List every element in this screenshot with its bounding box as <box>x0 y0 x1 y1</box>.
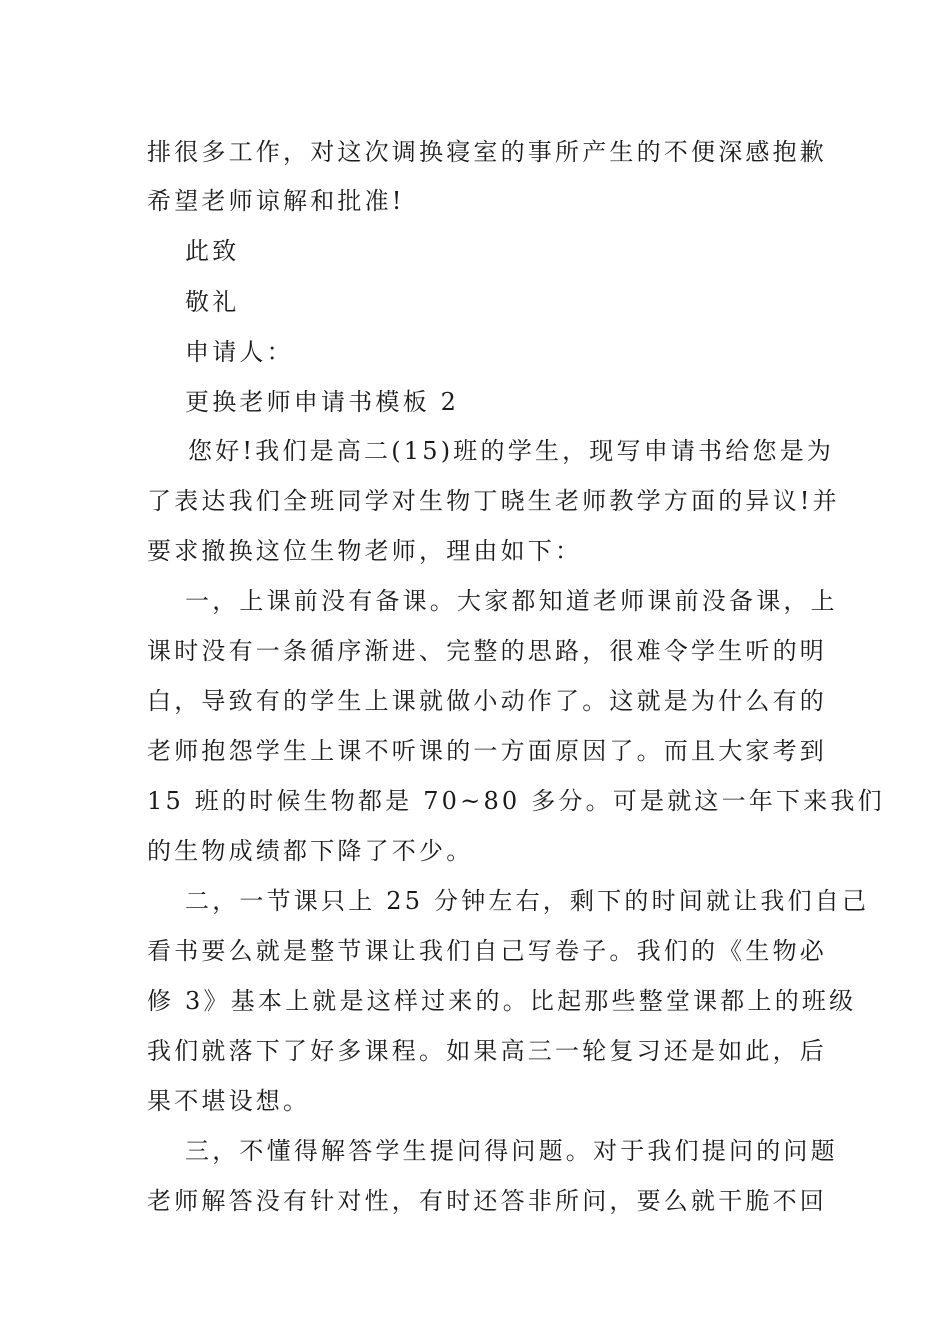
body-line: 果不堪设想。 <box>147 1087 311 1115</box>
applicant-label: 申请人： <box>185 338 294 366</box>
body-line: 老师抱怨学生上课不听课的一方面原因了。而且大家考到 <box>147 737 827 765</box>
body-line: 排很多工作，对这次调换寝室的事所产生的不便深感抱歉 <box>147 138 827 166</box>
body-line: 我们就落下了好多课程。如果高三一轮复习还是如此，后 <box>147 1037 827 1065</box>
body-line: 您好!我们是高二(15)班的学生，现写申请书给您是为 <box>188 437 835 465</box>
body-line: 的生物成绩都下降了不少。 <box>147 837 474 865</box>
body-line: 老师解答没有针对性，有时还答非所问，要么就干脆不回 <box>147 1187 827 1215</box>
body-line: 修 3》基本上就是这样过来的。比起那些整堂课都上的班级 <box>147 987 857 1015</box>
body-line: 希望老师谅解和批准! <box>147 187 405 215</box>
closing-salutation: 此致 <box>185 237 240 265</box>
closing-regards: 敬礼 <box>185 288 240 316</box>
body-line: 二，一节课只上 25 分钟左右，剩下的时间就让我们自己 <box>185 887 870 915</box>
body-line: 白，导致有的学生上课就做小动作了。这就是为什么有的 <box>147 687 827 715</box>
body-line: 看书要么就是整节课让我们自己写卷子。我们的《生物必 <box>147 937 827 965</box>
body-line: 课时没有一条循序渐进、完整的思路，很难令学生听的明 <box>147 637 827 665</box>
body-line: 三，不懂得解答学生提问得问题。对于我们提问的问题 <box>185 1137 838 1165</box>
body-line: 一，上课前没有备课。大家都知道老师课前没备课，上 <box>185 587 838 615</box>
body-line: 15 班的时候生物都是 70~80 多分。可是就这一年下来我们 <box>147 787 885 815</box>
section-heading: 更换老师申请书模板 2 <box>185 388 460 416</box>
body-line: 了表达我们全班同学对生物丁晓生老师教学方面的异议!并 <box>147 487 840 515</box>
body-line: 要求撤换这位生物老师，理由如下： <box>147 537 583 565</box>
